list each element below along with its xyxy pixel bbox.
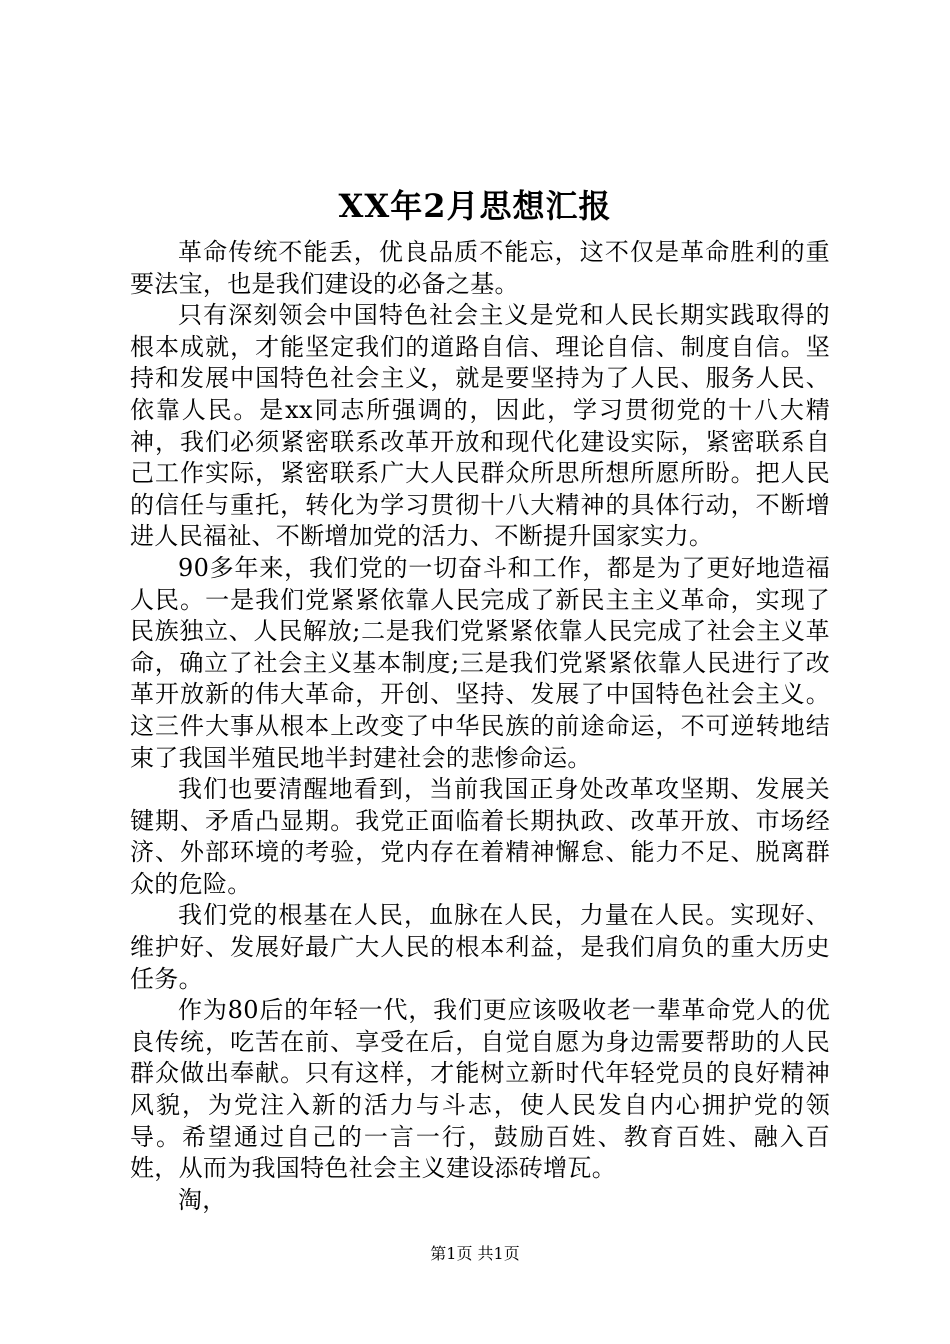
page-footer: 第1页 共1页 <box>430 1244 520 1263</box>
paragraph: 我们党的根基在人民，血脉在人民，力量在人民。实现好、维护好、发展好最广大人民的根本利益，是我们肩负的重大历史任务。 <box>130 901 830 993</box>
paragraph: 我们也要清醒地看到，当前我国正身处改革攻坚期、发展关键期、矛盾凸显期。我党正面临着长期执政、改革开放、市场经济、外部环境的考验，党内存在着精神懈怠、能力不足、脱离群众的危险。 <box>130 775 830 898</box>
paragraph: 淘， <box>178 1185 227 1214</box>
document-title: XX年2月思想汇报 <box>338 187 612 225</box>
paragraph: 只有深刻领会中国特色社会主义是党和人民长期实践取得的根本成就，才能坚定我们的道路自信、理论自信、制度自信。坚持和发展中国特色社会主义，就是要坚持为了人民、服务人民、依靠人民。是xx同志所强调的，因此，学习贯彻党的十八大精神，我们必须紧密联系改革开放和现代化建设实际，紧密联系自己工作实际，紧密联系广大人民群众所思所想所愿所盼。把人民的信任与重托，转化为学习贯彻十八大精神的具体行动，不断增进人民福祉、不断增加党的活力、不断提升国家实力。 <box>130 301 830 551</box>
paragraph: 作为80后的年轻一代，我们更应该吸收老一辈革命党人的优良传统，吃苦在前、享受在后，自觉自愿为身边需要帮助的人民群众做出奉献。只有这样，才能树立新时代年轻党员的良好精神风貌，为党注入新的活力与斗志，使人民发自内心拥护党的领导。希望通过自己的一言一行，鼓励百姓、教育百姓、融入百姓，从而为我国特色社会主义建设添砖增瓦。 <box>130 996 830 1183</box>
paragraph: 革命传统不能丢，优良品质不能忘，这不仅是革命胜利的重要法宝，也是我们建设的必备之基。 <box>130 238 830 298</box>
paragraph: 90多年来，我们党的一切奋斗和工作，都是为了更好地造福人民。一是我们党紧紧依靠人民完成了新民主主义革命，实现了民族独立、人民解放;二是我们党紧紧依靠人民完成了社会主义革命，确立了社会主义基本制度;三是我们党紧紧依靠人民进行了改革开放新的伟大革命，开创、坚持、发展了中国特色社会主义。这三件大事从根本上改变了中华民族的前途命运，不可逆转地结束了我国半殖民地半封建社会的悲惨命运。 <box>130 553 830 772</box>
document-body <box>130 237 830 1216</box>
